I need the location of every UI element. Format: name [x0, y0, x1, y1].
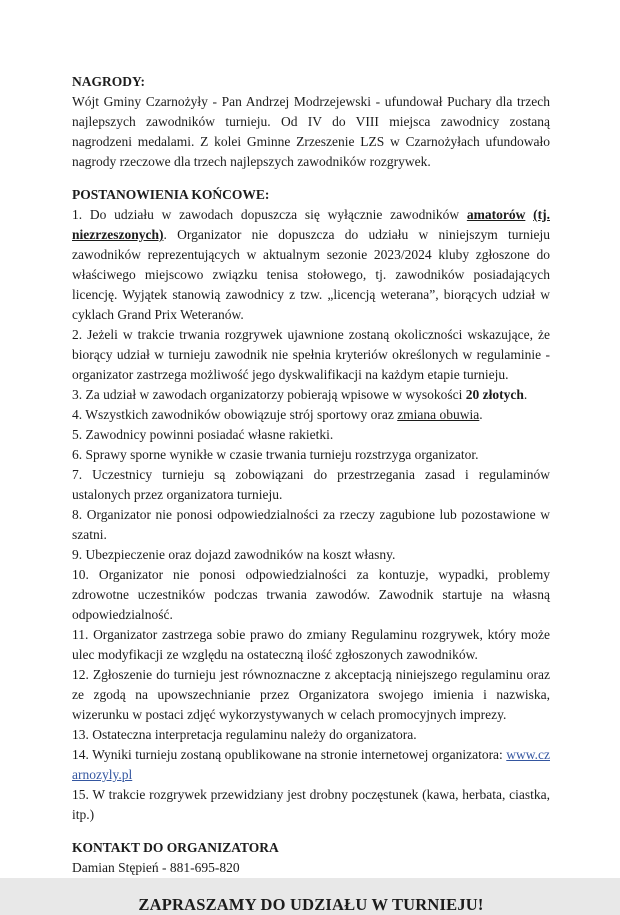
section-heading: NAGRODY:: [72, 74, 146, 89]
section-heading: POSTANOWIENIA KOŃCOWE:: [72, 187, 270, 202]
text-segment: 6. Sprawy sporne wynikłe w czasie trwania turnieju rozstrzyga organizator.: [72, 447, 479, 462]
paragraph: [72, 92, 550, 172]
text-segment: 13. Ostateczna interpretacja regulaminu należy do organizatora.: [72, 727, 417, 742]
section-heading: KONTAKT DO ORGANIZATORA: [72, 840, 279, 855]
paragraph: [72, 858, 550, 878]
document-body: [72, 72, 550, 878]
paragraph: [72, 725, 550, 745]
paragraph: [72, 385, 550, 405]
text-segment: amatorów: [466, 207, 526, 222]
text-segment: 20 złotych: [465, 387, 524, 402]
paragraph: [72, 565, 550, 625]
paragraph: [72, 325, 550, 385]
paragraph: [72, 445, 550, 465]
text-segment: 11. Organizator zastrzega sobie prawo do zmiany Regulaminu rozgrywek, który może ulec modyfikacji ze względu na ostateczną ilość zgłoszonych zawodników.: [72, 627, 550, 662]
text-segment: (tj. niezrzeszonych): [72, 207, 550, 242]
text-segment: 2. Jeżeli w trakcie trwania rozgrywek ujawnione zostaną okoliczności wskazujące, że biorący udział w turnieju zawodnik nie spełnia kryteriów określonych w regulaminie - organizator zastrzega możliwość jego dyskwalifikacji na każdym etapie turnieju.: [72, 327, 550, 382]
paragraph: [72, 205, 550, 325]
text-segment: Damian Stępień - 881-695-820: [72, 860, 240, 875]
text-segment: 15. W trakcie rozgrywek przewidziany jest drobny poczęstunek (kawa, herbata, ciastka, itp.): [72, 787, 550, 822]
closing-invitation: ZAPRASZAMY DO UDZIAŁU W TURNIEJU!: [138, 895, 484, 914]
text-segment: zmiana obuwia: [397, 407, 480, 422]
text-segment: 7. Uczestnicy turnieju są zobowiązani do przestrzegania zasad i regulaminów ustalonych przez organizatora turnieju.: [72, 467, 550, 502]
text-segment: 1. Do udziału w zawodach dopuszcza się wyłącznie zawodników: [72, 207, 467, 222]
paragraph: [72, 425, 550, 445]
text-segment: .: [479, 407, 483, 422]
text-segment: 5. Zawodnicy powinni posiadać własne rakietki.: [72, 427, 334, 442]
paragraph: [72, 745, 550, 785]
paragraph: [72, 785, 550, 825]
organizer-website-link[interactable]: www.czarnozyly.pl: [72, 747, 550, 782]
paragraph: [72, 405, 550, 425]
text-segment: 14. Wyniki turnieju zostaną opublikowane na stronie internetowej organizatora:: [72, 747, 507, 762]
paragraph: [72, 665, 550, 725]
text-segment: 12. Zgłoszenie do turnieju jest równoznaczne z akceptacją niniejszego regulaminu oraz ze zgodą na upowszechnianie przez Organizatora swojego imienia i nazwiska, wizerunku w postaci zdjęć wykorzystywanych w celach promocyjnych imprezy.: [72, 667, 550, 722]
paragraph: [72, 625, 550, 665]
text-segment: . Organizator nie dopuszcza do udziału w niniejszym turnieju zawodników reprezentujących w aktualnym sezonie 2023/2024 kluby zgłoszone do właściwego miejscowo związku tenisa stołowego, tj. zawodników posiadających licencję. Wyjątek stanowią zawodnicy z tzw. „licencją weterana”, biorących udział w cyklach Grand Prix Weteranów.: [72, 227, 550, 322]
text-segment: 8. Organizator nie ponosi odpowiedzialności za rzeczy zagubione lub pozostawione w szatni.: [72, 507, 550, 542]
paragraph: [72, 505, 550, 545]
text-segment: Wójt Gminy Czarnożyły - Pan Andrzej Modrzejewski - ufundował Puchary dla trzech najlepszych zawodników turnieju. Od IV do VIII miejsca zawodnicy zostaną nagrodzeni medalami. Z kolei Gminne Zrzeszenie LZS w Czarnożyłach ufundowało nagrody rzeczowe dla trzech najlepszych zawodników rozgrywek.: [72, 94, 550, 169]
text-segment: 3. Za udział w zawodach organizatorzy pobierają wpisowe w wysokości: [72, 387, 466, 402]
paragraph: [72, 465, 550, 505]
text-segment: 10. Organizator nie ponosi odpowiedzialności za kontuzje, wypadki, problemy zdrowotne uczestników podczas trwania zawodów. Zawodnik startuje na własną odpowiedzialność.: [72, 567, 550, 622]
text-segment: .: [523, 387, 528, 402]
text-segment: 9. Ubezpieczenie oraz dojazd zawodników na koszt własny.: [72, 547, 396, 562]
text-segment: 4. Wszystkich zawodników obowiązuje strój sportowy oraz: [72, 407, 398, 422]
paragraph: [72, 545, 550, 565]
text-segment: [525, 207, 533, 222]
